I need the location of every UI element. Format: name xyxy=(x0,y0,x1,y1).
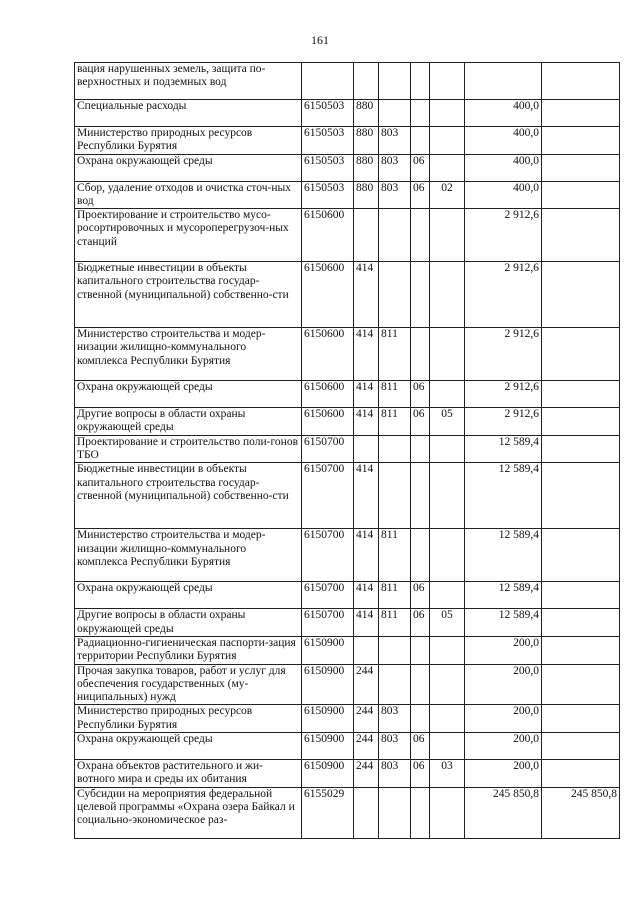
row-pr-cell xyxy=(430,381,465,408)
row-rz-cell xyxy=(411,787,430,838)
row-pr-cell xyxy=(430,154,465,181)
row-ved-cell xyxy=(379,262,411,328)
table-row xyxy=(75,181,620,209)
row-amount2-cell xyxy=(542,209,620,262)
row-rz-cell xyxy=(411,463,430,529)
row-rz-cell xyxy=(411,435,430,463)
row-amount-cell: 200,0 xyxy=(465,760,542,788)
table-row xyxy=(75,664,620,705)
row-vr-cell: 880 xyxy=(354,100,379,127)
row-amount2-cell xyxy=(542,463,620,529)
row-vr-cell: 414 xyxy=(354,582,379,609)
row-ved-cell xyxy=(379,100,411,127)
row-rz-cell xyxy=(411,664,430,705)
row-name-cell: Охрана объектов растительного и жи-вотного мира и среды их обитания xyxy=(75,760,302,788)
row-amount2-cell xyxy=(542,733,620,760)
row-rz-cell xyxy=(411,529,430,582)
row-amount-cell: 200,0 xyxy=(465,636,542,664)
row-amount-cell: 12 589,4 xyxy=(465,609,542,637)
row-amount2-cell xyxy=(542,760,620,788)
row-rz-cell xyxy=(411,127,430,155)
table-row xyxy=(75,435,620,463)
row-vr-cell xyxy=(354,63,379,100)
row-name-cell: Сбор, удаление отходов и очистка сточ-ных вод xyxy=(75,181,302,209)
row-ved-cell: 811 xyxy=(379,408,411,436)
row-code-cell: 6150503 xyxy=(302,181,354,209)
row-amount-cell: 2 912,6 xyxy=(465,328,542,381)
row-name-cell: вация нарушенных земель, защита по-верхностных и подземных вод xyxy=(75,63,302,100)
row-ved-cell xyxy=(379,435,411,463)
row-rz-cell xyxy=(411,636,430,664)
row-amount2-cell: 245 850,8 xyxy=(542,787,620,838)
row-code-cell: 6150503 xyxy=(302,100,354,127)
row-ved-cell xyxy=(379,63,411,100)
row-pr-cell xyxy=(430,262,465,328)
page-number: 161 xyxy=(311,33,329,47)
table-row xyxy=(75,636,620,664)
row-rz-cell: 06 xyxy=(411,733,430,760)
row-pr-cell xyxy=(430,636,465,664)
row-name-cell: Прочая закупка товаров, работ и услуг для обеспечения государственных (му-ниципальных) нужд xyxy=(75,664,302,705)
row-rz-cell xyxy=(411,328,430,381)
row-ved-cell: 811 xyxy=(379,328,411,381)
row-vr-cell xyxy=(354,209,379,262)
row-amount-cell: 2 912,6 xyxy=(465,209,542,262)
row-vr-cell: 244 xyxy=(354,705,379,733)
row-name-cell: Другие вопросы в области охраны окружающей среды xyxy=(75,609,302,637)
row-amount-cell: 400,0 xyxy=(465,127,542,155)
row-pr-cell xyxy=(430,127,465,155)
table-row xyxy=(75,582,620,609)
table-row xyxy=(75,154,620,181)
row-ved-cell xyxy=(379,664,411,705)
row-amount-cell: 400,0 xyxy=(465,154,542,181)
row-vr-cell xyxy=(354,636,379,664)
row-pr-cell xyxy=(430,328,465,381)
row-pr-cell: 05 xyxy=(430,408,465,436)
row-name-cell: Министерство строительства и модер-низации жилищно-коммунального комплекса Республики Бурятия xyxy=(75,328,302,381)
row-pr-cell xyxy=(430,463,465,529)
row-amount-cell: 12 589,4 xyxy=(465,582,542,609)
row-rz-cell xyxy=(411,63,430,100)
row-code-cell: 6150700 xyxy=(302,529,354,582)
row-amount-cell: 2 912,6 xyxy=(465,381,542,408)
table-row xyxy=(75,463,620,529)
row-name-cell: Охрана окружающей среды xyxy=(75,381,302,408)
row-code-cell: 6150600 xyxy=(302,209,354,262)
row-amount2-cell xyxy=(542,529,620,582)
row-pr-cell xyxy=(430,209,465,262)
row-ved-cell xyxy=(379,209,411,262)
row-amount-cell xyxy=(465,63,542,100)
table-body xyxy=(75,63,620,839)
row-amount-cell: 12 589,4 xyxy=(465,435,542,463)
row-amount-cell: 2 912,6 xyxy=(465,262,542,328)
row-vr-cell: 414 xyxy=(354,381,379,408)
table-row xyxy=(75,609,620,637)
row-amount2-cell xyxy=(542,181,620,209)
row-vr-cell: 414 xyxy=(354,609,379,637)
row-name-cell: Проектирование и строительство поли-гонов ТБО xyxy=(75,435,302,463)
row-code-cell: 6150900 xyxy=(302,636,354,664)
row-name-cell: Проектирование и строительство мусо-росортировочных и мусороперегрузоч-ных станций xyxy=(75,209,302,262)
row-vr-cell: 414 xyxy=(354,408,379,436)
row-amount2-cell xyxy=(542,636,620,664)
table-row xyxy=(75,381,620,408)
table-row xyxy=(75,529,620,582)
row-ved-cell: 803 xyxy=(379,181,411,209)
row-code-cell: 6150900 xyxy=(302,760,354,788)
row-vr-cell: 414 xyxy=(354,262,379,328)
row-rz-cell: 06 xyxy=(411,181,430,209)
row-name-cell: Охрана окружающей среды xyxy=(75,733,302,760)
row-rz-cell xyxy=(411,262,430,328)
table-row xyxy=(75,63,620,100)
row-vr-cell xyxy=(354,787,379,838)
row-code-cell: 6150600 xyxy=(302,262,354,328)
row-vr-cell: 244 xyxy=(354,760,379,788)
table-row xyxy=(75,262,620,328)
row-pr-cell: 05 xyxy=(430,609,465,637)
row-rz-cell xyxy=(411,100,430,127)
row-vr-cell xyxy=(354,435,379,463)
row-code-cell: 6150700 xyxy=(302,463,354,529)
row-name-cell: Министерство природных ресурсов Республики Бурятия xyxy=(75,127,302,155)
row-pr-cell xyxy=(430,582,465,609)
row-amount-cell: 12 589,4 xyxy=(465,529,542,582)
row-vr-cell: 414 xyxy=(354,328,379,381)
row-amount2-cell xyxy=(542,63,620,100)
row-ved-cell xyxy=(379,636,411,664)
row-code-cell: 6150503 xyxy=(302,154,354,181)
row-amount2-cell xyxy=(542,262,620,328)
row-code-cell xyxy=(302,63,354,100)
row-vr-cell: 244 xyxy=(354,664,379,705)
row-name-cell: Специальные расходы xyxy=(75,100,302,127)
budget-table xyxy=(74,62,620,839)
row-name-cell: Министерство природных ресурсов Республики Бурятия xyxy=(75,705,302,733)
row-code-cell: 6150700 xyxy=(302,609,354,637)
row-pr-cell xyxy=(430,435,465,463)
row-pr-cell xyxy=(430,705,465,733)
row-amount2-cell xyxy=(542,328,620,381)
row-vr-cell: 880 xyxy=(354,154,379,181)
row-amount2-cell xyxy=(542,435,620,463)
row-code-cell: 6150900 xyxy=(302,733,354,760)
table-row xyxy=(75,209,620,262)
row-amount-cell: 2 912,6 xyxy=(465,408,542,436)
row-amount2-cell xyxy=(542,154,620,181)
row-amount-cell: 245 850,8 xyxy=(465,787,542,838)
row-name-cell: Министерство строительства и модер-низации жилищно-коммунального комплекса Республики Бурятия xyxy=(75,529,302,582)
row-pr-cell: 02 xyxy=(430,181,465,209)
row-name-cell: Охрана окружающей среды xyxy=(75,582,302,609)
row-name-cell: Охрана окружающей среды xyxy=(75,154,302,181)
row-vr-cell: 880 xyxy=(354,127,379,155)
row-pr-cell xyxy=(430,100,465,127)
row-pr-cell xyxy=(430,733,465,760)
row-rz-cell xyxy=(411,209,430,262)
row-rz-cell xyxy=(411,705,430,733)
row-amount-cell: 200,0 xyxy=(465,733,542,760)
row-ved-cell: 803 xyxy=(379,760,411,788)
row-ved-cell: 811 xyxy=(379,529,411,582)
row-amount-cell: 12 589,4 xyxy=(465,463,542,529)
row-ved-cell: 811 xyxy=(379,609,411,637)
row-pr-cell xyxy=(430,787,465,838)
row-code-cell: 6150900 xyxy=(302,705,354,733)
row-ved-cell: 803 xyxy=(379,705,411,733)
row-ved-cell: 803 xyxy=(379,733,411,760)
row-rz-cell: 06 xyxy=(411,760,430,788)
row-code-cell: 6150900 xyxy=(302,664,354,705)
row-amount2-cell xyxy=(542,100,620,127)
row-amount2-cell xyxy=(542,381,620,408)
table-row xyxy=(75,787,620,838)
row-rz-cell: 06 xyxy=(411,154,430,181)
row-amount2-cell xyxy=(542,609,620,637)
row-pr-cell xyxy=(430,529,465,582)
table-row xyxy=(75,408,620,436)
row-code-cell: 6150600 xyxy=(302,328,354,381)
row-pr-cell xyxy=(430,664,465,705)
row-name-cell: Бюджетные инвестиции в объекты капитального строительства государ-ственной (муниципальной) собственно-сти xyxy=(75,262,302,328)
row-pr-cell: 03 xyxy=(430,760,465,788)
row-vr-cell: 880 xyxy=(354,181,379,209)
row-amount-cell: 200,0 xyxy=(465,705,542,733)
table-row xyxy=(75,760,620,788)
row-code-cell: 6150503 xyxy=(302,127,354,155)
row-amount2-cell xyxy=(542,582,620,609)
row-ved-cell xyxy=(379,787,411,838)
row-code-cell: 6155029 xyxy=(302,787,354,838)
row-vr-cell: 414 xyxy=(354,529,379,582)
row-code-cell: 6150700 xyxy=(302,582,354,609)
table-row xyxy=(75,705,620,733)
row-ved-cell: 803 xyxy=(379,154,411,181)
row-amount2-cell xyxy=(542,127,620,155)
row-name-cell: Бюджетные инвестиции в объекты капитального строительства государ-ственной (муниципальной) собственно-сти xyxy=(75,463,302,529)
row-name-cell: Другие вопросы в области охраны окружающей среды xyxy=(75,408,302,436)
row-amount-cell: 400,0 xyxy=(465,181,542,209)
row-rz-cell: 06 xyxy=(411,582,430,609)
row-ved-cell: 803 xyxy=(379,127,411,155)
row-code-cell: 6150600 xyxy=(302,381,354,408)
row-code-cell: 6150600 xyxy=(302,408,354,436)
row-ved-cell: 811 xyxy=(379,582,411,609)
row-vr-cell: 244 xyxy=(354,733,379,760)
row-amount2-cell xyxy=(542,705,620,733)
row-rz-cell: 06 xyxy=(411,408,430,436)
row-amount2-cell xyxy=(542,664,620,705)
row-name-cell: Субсидии на мероприятия федеральной целевой программы «Охрана озера Байкал и социально-экономическое раз- xyxy=(75,787,302,838)
row-amount2-cell xyxy=(542,408,620,436)
table-row xyxy=(75,100,620,127)
row-pr-cell xyxy=(430,63,465,100)
row-code-cell: 6150700 xyxy=(302,435,354,463)
table-row xyxy=(75,733,620,760)
row-ved-cell: 811 xyxy=(379,381,411,408)
row-rz-cell: 06 xyxy=(411,381,430,408)
row-ved-cell xyxy=(379,463,411,529)
row-amount-cell: 400,0 xyxy=(465,100,542,127)
table-row xyxy=(75,328,620,381)
row-rz-cell: 06 xyxy=(411,609,430,637)
row-amount-cell: 200,0 xyxy=(465,664,542,705)
row-name-cell: Радиационно-гигиеническая паспорти-зация территории Республики Бурятия xyxy=(75,636,302,664)
table-row xyxy=(75,127,620,155)
row-vr-cell: 414 xyxy=(354,463,379,529)
